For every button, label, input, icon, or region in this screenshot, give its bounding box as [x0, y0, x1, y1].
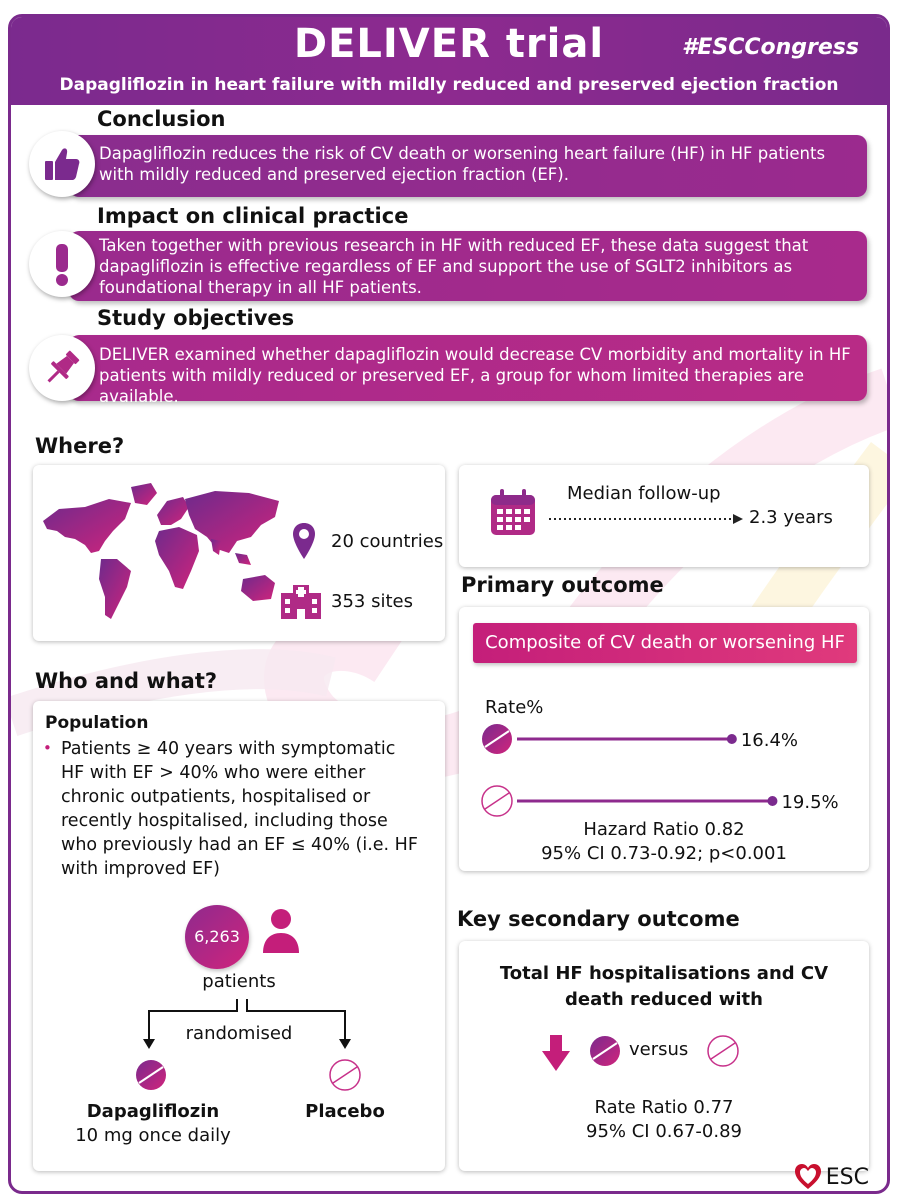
dapagliflozin-pill-icon [482, 724, 512, 754]
secondary-placebo-pill-icon [705, 1033, 741, 1069]
rate-ratio-ci: 95% CI 0.67-0.89 [586, 1121, 742, 1142]
sites-count: 353 sites [331, 591, 413, 612]
primary-heading: Primary outcome [461, 573, 664, 597]
where-heading: Where? [35, 434, 125, 458]
countries-count: 20 countries [331, 531, 444, 552]
placebo-pill-icon [482, 786, 512, 816]
versus-label: versus [629, 1039, 689, 1060]
conclusion-band [69, 135, 867, 197]
placebo-arm-pill-icon [327, 1057, 363, 1093]
hazard-ci: 95% CI 0.73-0.92; p<0.001 [541, 843, 787, 864]
arm1-name: Dapagliflozin [86, 1101, 220, 1122]
bullet-icon: • [43, 739, 52, 757]
page-title: DELIVER trial [293, 21, 605, 67]
objectives-icon-circle [29, 335, 95, 401]
impact-icon-circle [29, 231, 95, 297]
where-card [33, 465, 445, 641]
objectives-text: DELIVER examined whether dapagliflozin would decrease CV morbidity and mortality in HF patients with mildly reduced or preserved EF, a group for whom limited therapies are available. [99, 345, 851, 406]
exclamation-icon [42, 242, 82, 286]
population-label: Population [45, 713, 149, 733]
value-label-dapagliflozin: 16.4% [740, 730, 799, 751]
objectives-heading: Study objectives [97, 306, 295, 330]
who-heading: Who and what? [35, 669, 218, 693]
bar-end-dapagliflozin [727, 734, 737, 744]
thumbs-up-icon [42, 144, 82, 184]
followup-card [459, 465, 869, 567]
value-label-placebo: 19.5% [781, 792, 839, 813]
patients-label: patients [202, 971, 276, 992]
primary-card [459, 607, 869, 871]
person-icon [259, 907, 303, 955]
pushpin-icon [41, 347, 83, 389]
esc-logo [794, 1163, 869, 1191]
conclusion-heading: Conclusion [97, 107, 226, 131]
conclusion-text: Dapagliflozin reduces the risk of CV death or worsening heart failure (HF) in HF patients with mildly reduced and preserved ejection fraction (EF). [99, 144, 826, 184]
population-text: Patients ≥ 40 years with symptomatic HF with EF > 40% who were either chronic outpatients, hospitalised or recently hospitalised, including those who previously had an EF ≤ 40% (i.e. HF with improved EF) [61, 739, 418, 879]
location-pin-icon [291, 521, 317, 561]
infographic-frame [8, 14, 890, 1194]
world-map-icon [39, 479, 289, 629]
dapagliflozin-arm-pill-icon [133, 1057, 169, 1093]
hazard-ratio: Hazard Ratio 0.82 [583, 819, 745, 840]
header-banner [11, 17, 887, 105]
conclusion-icon-circle [29, 131, 95, 197]
patients-count: 6,263 [185, 905, 249, 969]
followup-label: Median follow-up [567, 483, 721, 504]
impact-band [69, 231, 867, 301]
hospital-icon [279, 583, 323, 621]
down-arrow-icon [541, 1033, 571, 1073]
secondary-heading: Key secondary outcome [457, 907, 740, 931]
randomised-label: randomised [185, 1023, 293, 1044]
followup-value: 2.3 years [749, 507, 833, 528]
impact-text: Taken together with previous research in HF with reduced EF, these data suggest that dapagliflozin is effective regardless of EF and support the use of SGLT2 inhibitors as foundational therapy in all HF patients. [99, 236, 809, 297]
esc-logo-text: ESC [825, 1164, 869, 1190]
arm2-name: Placebo [305, 1101, 385, 1122]
rate-label: Rate% [485, 697, 544, 718]
primary-banner: Composite of CV death or worsening HF [473, 623, 857, 663]
secondary-dapagliflozin-pill-icon [587, 1033, 623, 1069]
calendar-icon [489, 487, 537, 537]
impact-heading: Impact on clinical practice [97, 204, 409, 228]
secondary-title: Total HF hospitalisations and CV death reduced with [499, 963, 829, 1010]
hashtag: #ESCCongress [682, 35, 859, 60]
rate-ratio: Rate Ratio 0.77 [594, 1097, 734, 1118]
secondary-card [459, 941, 869, 1171]
heart-logo-icon [794, 1163, 822, 1191]
objectives-band [69, 335, 867, 406]
who-card [33, 701, 445, 1171]
bar-end-placebo [767, 796, 777, 806]
primary-chart [479, 717, 864, 827]
page-subtitle: Dapagliflozin in heart failure with mildly reduced and preserved ejection fraction [59, 75, 839, 95]
arm1-dose: 10 mg once daily [75, 1125, 231, 1146]
followup-arrow [547, 513, 747, 525]
